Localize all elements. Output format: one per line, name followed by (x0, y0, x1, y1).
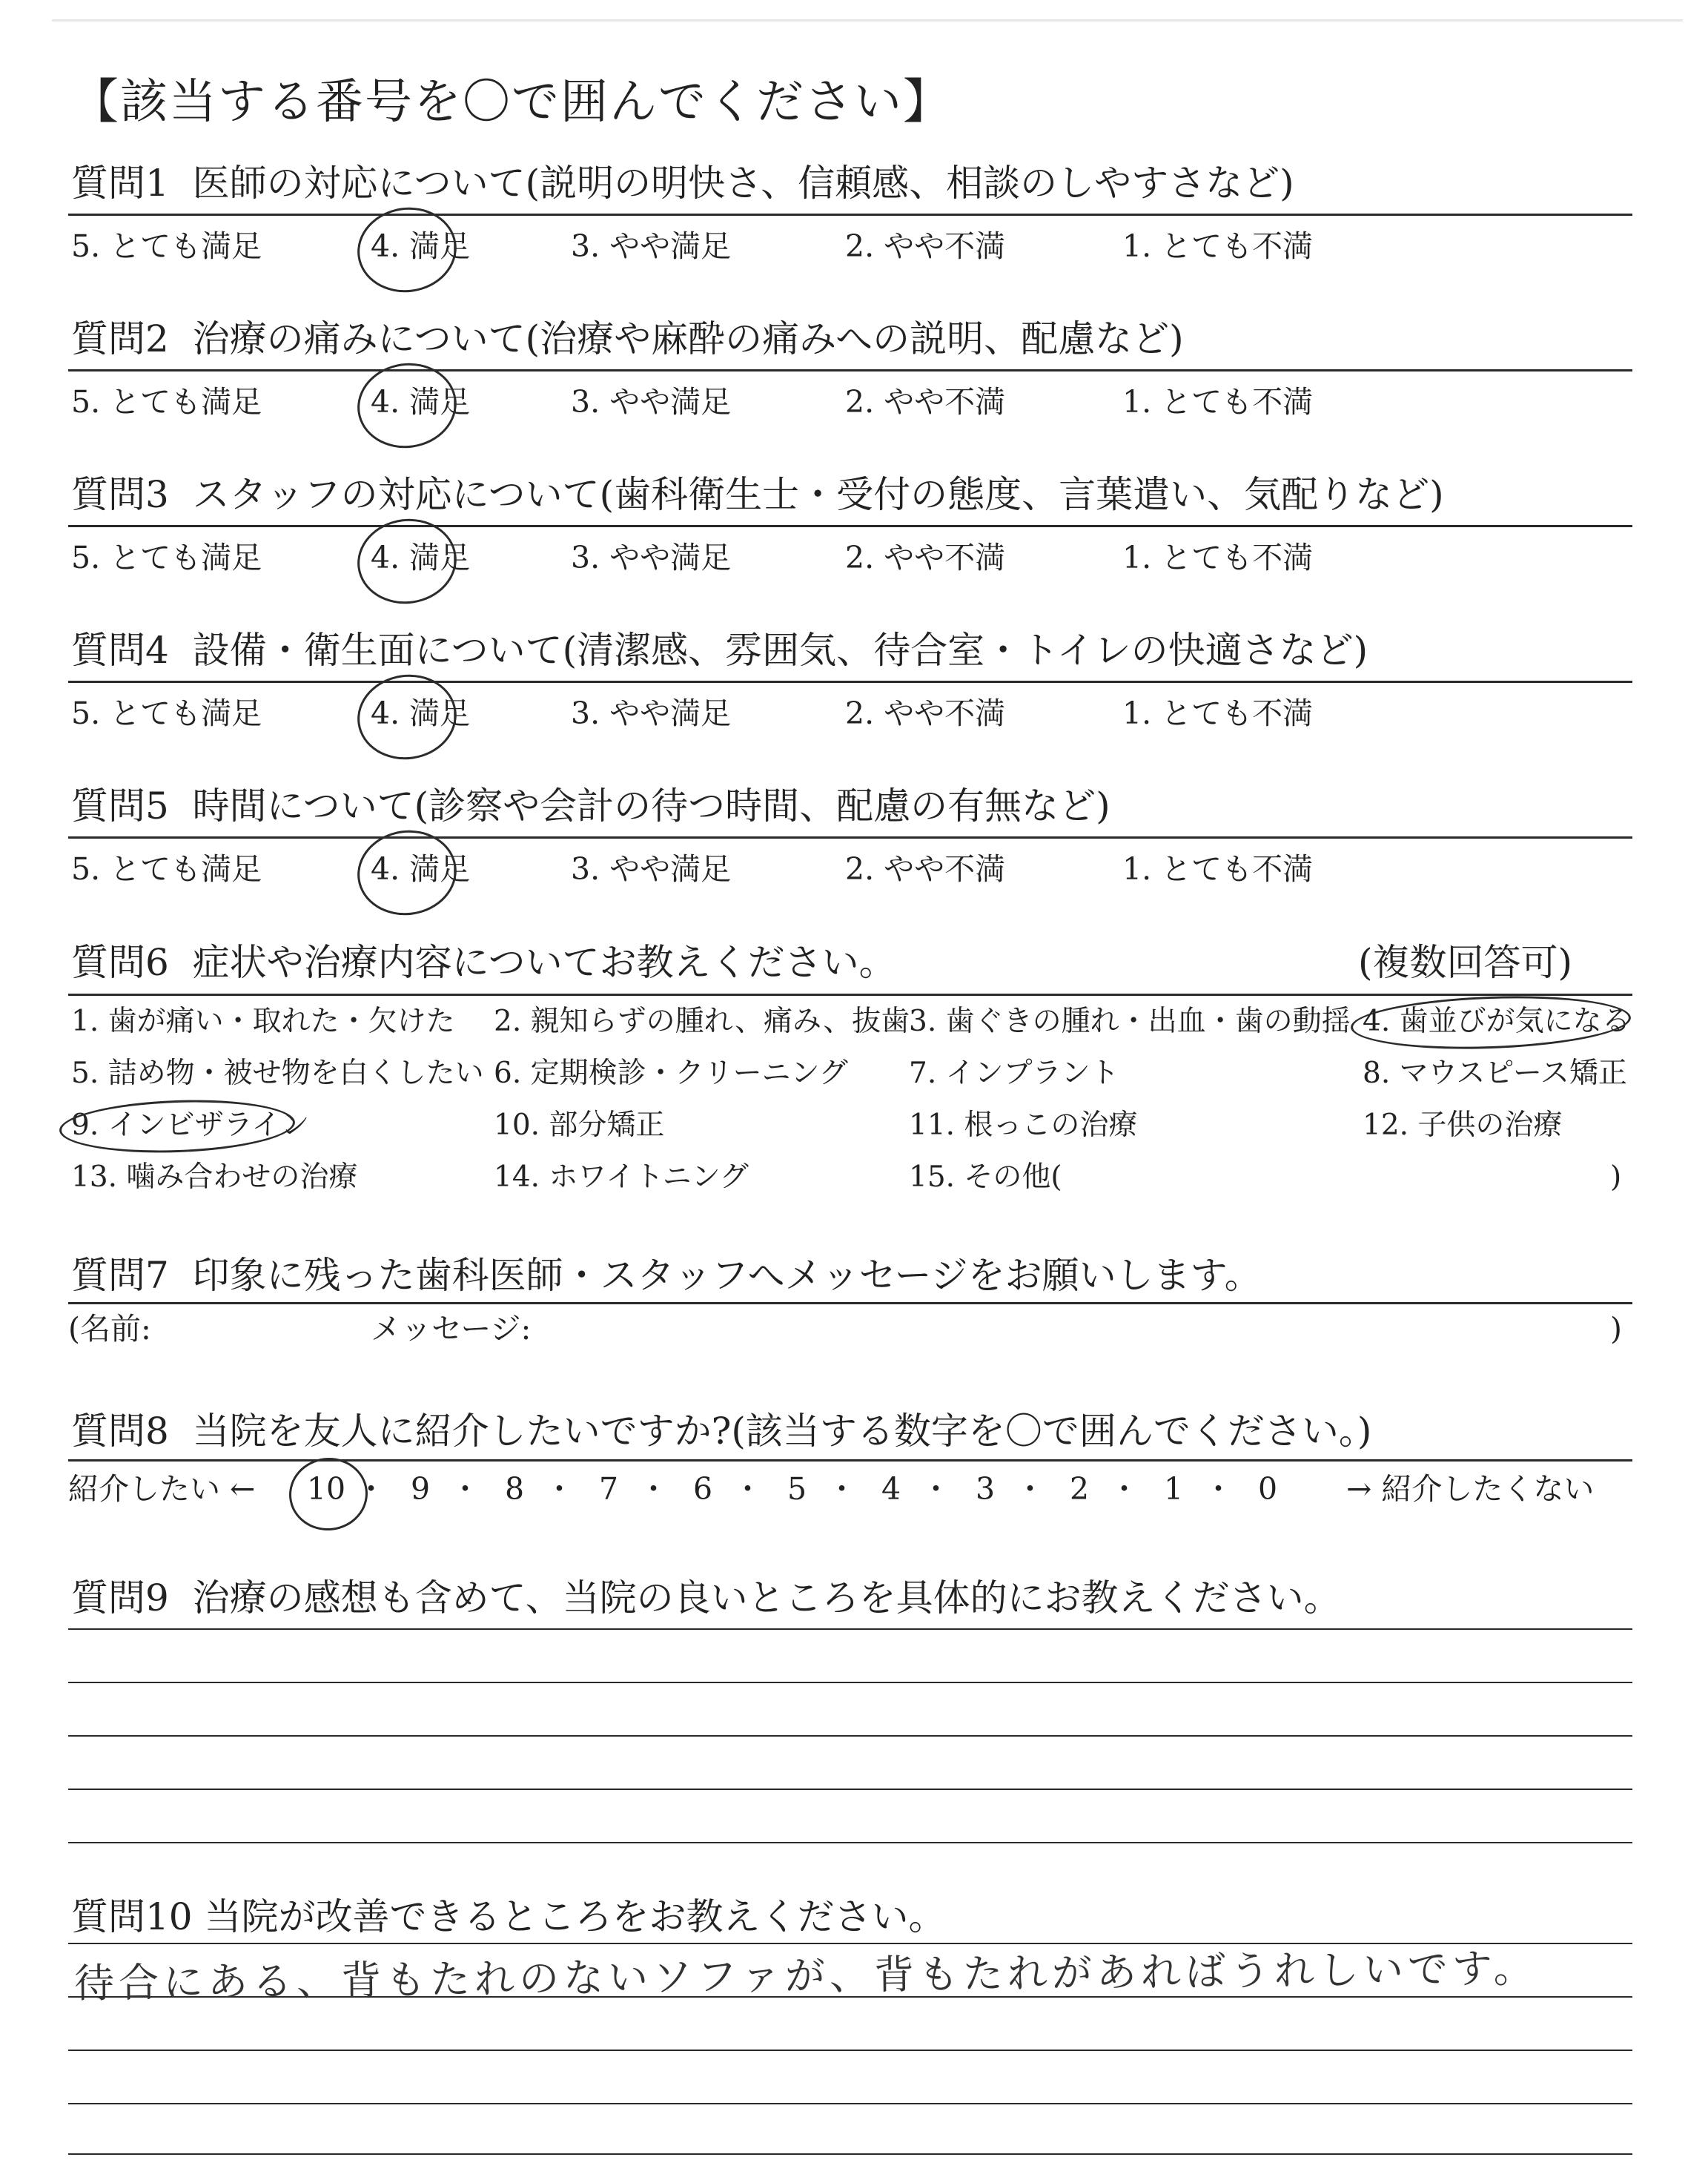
scale-separator: ・ (544, 1471, 575, 1507)
question-title (71, 629, 1368, 672)
q7-message-label: メッセージ: (371, 1311, 532, 1347)
q6-note: (複数回答可) (1358, 941, 1573, 984)
rating-option[interactable]: 4. 満足 (371, 851, 471, 887)
q8-label: 質問8 (71, 1410, 169, 1453)
checklist-option[interactable]: 8. マウスピース矯正 (1363, 1057, 1627, 1090)
question-rule (68, 525, 1632, 527)
q9-label: 質問9 (71, 1576, 169, 1619)
answer-line (68, 1789, 1632, 1790)
checklist-option[interactable]: ) (1610, 1160, 1622, 1194)
question-title (71, 162, 1294, 205)
answer-line (68, 1628, 1632, 1630)
q8-right-label: → 紹介したくない (1346, 1471, 1595, 1507)
scale-separator: ・ (450, 1471, 480, 1507)
q7-rule (68, 1302, 1632, 1304)
q9-text: 治療の感想も含めて、当院の良いところを具体的にお教えください。 (192, 1576, 1341, 1619)
question-title (71, 317, 1184, 360)
q6-rule (68, 994, 1632, 996)
checklist-option[interactable]: 13. 噛み合わせの治療 (71, 1160, 358, 1194)
scale-separator: ・ (356, 1471, 386, 1507)
scale-separator: ・ (1109, 1471, 1139, 1507)
scale-separator: ・ (921, 1471, 951, 1507)
q8-left-label: 紹介したい ← (68, 1471, 256, 1507)
q7-title (71, 1254, 1262, 1297)
rating-option[interactable]: 2. やや不満 (845, 540, 1006, 575)
scale-number[interactable]: 4 (881, 1471, 901, 1507)
checklist-option[interactable]: 4. 歯並びが気になる (1363, 1005, 1631, 1038)
q10-title (71, 1895, 946, 1938)
scale-number[interactable]: 8 (504, 1471, 525, 1507)
rating-option[interactable]: 3. やや満足 (571, 851, 732, 887)
rating-option[interactable]: 2. やや不満 (845, 851, 1006, 887)
q7-name-label: (名前: (68, 1311, 151, 1347)
q7-text: 印象に残った歯科医師・スタッフへメッセージをお願いします。 (192, 1254, 1262, 1297)
question-text: 設備・衛生面について(清潔感、雰囲気、待合室・トイレの快適さなど) (192, 629, 1368, 672)
rating-option[interactable]: 3. やや満足 (571, 384, 732, 420)
rating-option[interactable]: 3. やや満足 (571, 228, 732, 264)
question-title (71, 785, 1110, 828)
q8-rule (68, 1459, 1632, 1462)
rating-option[interactable]: 1. とても不満 (1122, 540, 1314, 575)
question-rule (68, 214, 1632, 216)
scale-number[interactable]: 2 (1069, 1471, 1090, 1507)
question-text: 医師の対応について(説明の明快さ、信頼感、相談のしやすさなど) (192, 162, 1294, 205)
question-rule (68, 369, 1632, 371)
scale-number[interactable]: 1 (1163, 1471, 1184, 1507)
checklist-option[interactable]: 9. インビザライン (71, 1109, 310, 1142)
answer-line (68, 1842, 1632, 1843)
scale-separator: ・ (1015, 1471, 1045, 1507)
rating-option[interactable]: 2. やや不満 (845, 384, 1006, 420)
rating-option[interactable]: 1. とても不満 (1122, 696, 1314, 731)
q10-answer: 待合にある、背もたれのないソファが、背もたれがあればうれしいです。 (73, 1944, 1538, 2007)
form-title: 【該当する番号を〇で囲んでください】 (71, 75, 952, 130)
checklist-option[interactable]: 2. 親知らずの腫れ、痛み、抜歯 (494, 1005, 910, 1038)
rating-option[interactable]: 5. とても満足 (71, 851, 262, 887)
checklist-option[interactable]: 14. ホワイトニング (494, 1160, 749, 1194)
rating-option[interactable]: 5. とても満足 (71, 696, 262, 731)
q8-text: 当院を友人に紹介したいですか?(該当する数字を〇で囲んでください。) (192, 1410, 1372, 1453)
scale-number[interactable]: 10 (306, 1471, 346, 1507)
checklist-option[interactable]: 3. 歯ぐきの腫れ・出血・歯の動揺 (909, 1005, 1351, 1038)
checklist-option[interactable]: 1. 歯が痛い・取れた・欠けた (71, 1005, 455, 1038)
q10-text: 当院が改善できるところをお教えください。 (204, 1895, 946, 1938)
rating-option[interactable]: 3. やや満足 (571, 696, 732, 731)
q8-title (71, 1410, 1372, 1453)
question-label: 質問1 (71, 162, 169, 205)
q6-label: 質問6 (71, 941, 169, 984)
q10-label: 質問10 (71, 1895, 193, 1938)
rating-option[interactable]: 2. やや不満 (845, 696, 1006, 731)
question-title (71, 473, 1444, 516)
question-text: スタッフの対応について(歯科衛生士・受付の態度、言葉遣い、気配りなど) (192, 473, 1444, 516)
question-rule (68, 681, 1632, 683)
q7-label: 質問7 (71, 1254, 169, 1297)
scale-number[interactable]: 7 (598, 1471, 619, 1507)
question-text: 治療の痛みについて(治療や麻酔の痛みへの説明、配慮など) (192, 317, 1184, 360)
scale-number[interactable]: 5 (787, 1471, 807, 1507)
rating-option[interactable]: 4. 満足 (371, 384, 471, 420)
question-label: 質問3 (71, 473, 169, 516)
rating-option[interactable]: 2. やや不満 (845, 228, 1006, 264)
answer-line (68, 1682, 1632, 1683)
rating-option[interactable]: 5. とても満足 (71, 540, 262, 575)
checklist-option[interactable]: 10. 部分矯正 (494, 1109, 665, 1142)
answer-line (68, 1735, 1632, 1737)
q6-title (71, 941, 896, 984)
rating-option[interactable]: 1. とても不満 (1122, 851, 1314, 887)
scale-separator: ・ (638, 1471, 669, 1507)
q7-close-paren: ) (1610, 1311, 1622, 1347)
scale-separator: ・ (1203, 1471, 1234, 1507)
rating-option[interactable]: 5. とても満足 (71, 384, 262, 420)
question-label: 質問2 (71, 317, 169, 360)
answer-line (68, 2103, 1632, 2104)
scale-number[interactable]: 6 (692, 1471, 713, 1507)
rating-option[interactable]: 4. 満足 (371, 228, 471, 264)
checklist-option[interactable]: 15. その他( (909, 1160, 1062, 1194)
question-label: 質問4 (71, 629, 169, 672)
rating-option[interactable]: 5. とても満足 (71, 228, 262, 264)
checklist-option[interactable]: 6. 定期検診・クリーニング (494, 1057, 848, 1090)
rating-option[interactable]: 1. とても不満 (1122, 228, 1314, 264)
scale-separator: ・ (732, 1471, 763, 1507)
checklist-option[interactable]: 5. 詰め物・被せ物を白くしたい (71, 1057, 484, 1090)
top-border (52, 19, 1683, 22)
rating-option[interactable]: 4. 満足 (371, 540, 471, 575)
q9-title (71, 1576, 1341, 1619)
question-rule (68, 836, 1632, 839)
answer-line (68, 2153, 1632, 2155)
scale-separator: ・ (827, 1471, 857, 1507)
checklist-option[interactable]: 11. 根っこの治療 (909, 1109, 1138, 1142)
checklist-option[interactable]: 12. 子供の治療 (1363, 1109, 1563, 1142)
scale-number[interactable]: 3 (975, 1471, 996, 1507)
checklist-option[interactable]: 7. インプラント (909, 1057, 1119, 1090)
answer-line (68, 1943, 1632, 1944)
rating-option[interactable]: 1. とても不満 (1122, 384, 1314, 420)
rating-option[interactable]: 3. やや満足 (571, 540, 732, 575)
scale-number[interactable]: 9 (410, 1471, 431, 1507)
scale-number[interactable]: 0 (1257, 1471, 1278, 1507)
rating-option[interactable]: 4. 満足 (371, 696, 471, 731)
answer-line (68, 2050, 1632, 2051)
question-text: 時間について(診察や会計の待つ時間、配慮の有無など) (192, 785, 1110, 828)
question-label: 質問5 (71, 785, 169, 828)
q6-text: 症状や治療内容についてお教えください。 (192, 941, 896, 984)
